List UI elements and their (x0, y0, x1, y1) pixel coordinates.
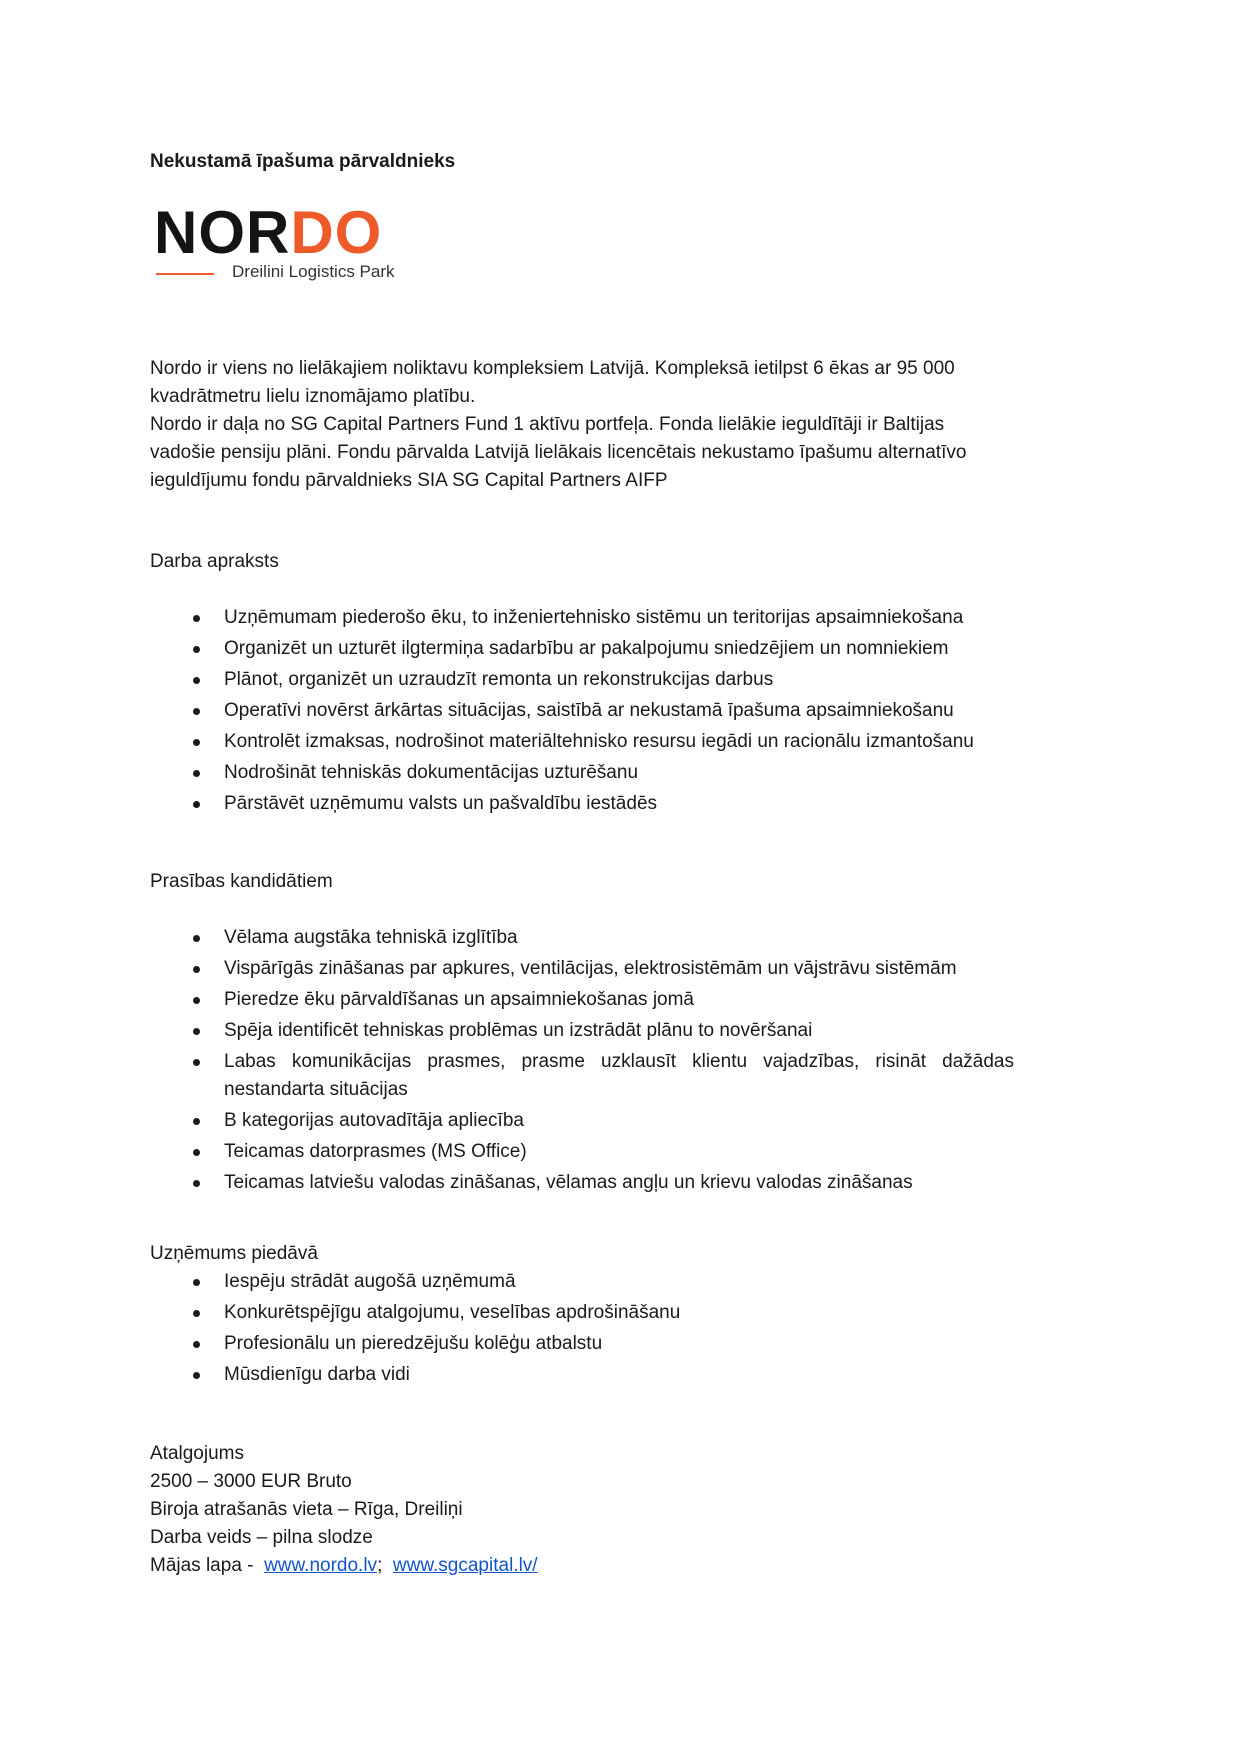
nordo-website-link[interactable]: www.nordo.lv (264, 1555, 378, 1576)
logo-wordmark (154, 200, 382, 266)
list-item: Vēlama augstāka tehniskā izglītība (150, 924, 1014, 952)
list-item: B kategorijas autovadītāja apliecība (150, 1107, 1014, 1135)
list-item: Operatīvi novērst ārkārtas situācijas, saistībā ar nekustamā īpašuma apsaimniekošanu (150, 697, 974, 725)
nordo-logo (154, 200, 416, 290)
intro-paragraph (150, 355, 966, 495)
list-item: Pārstāvēt uzņēmumu valsts un pašvaldību iestādēs (150, 790, 974, 818)
logo-accent-line (156, 273, 214, 275)
list-item: Iespēju strādāt augošā uzņēmumā (150, 1268, 680, 1296)
requirements-heading: Prasības kandidātiem (150, 871, 333, 892)
office-location: Biroja atrašanās vieta – Rīga, Dreiliņi (150, 1499, 463, 1520)
intro-line: Nordo ir daļa no SG Capital Partners Fund 1 aktīvu portfeļa. Fonda lielākie ieguldītāji ir Baltijas (150, 414, 945, 435)
list-item: Labas komunikācijas prasmes, prasme uzklausīt klientu vajadzības, risināt dažādas nestandarta situācijas (150, 1048, 1014, 1104)
list-item: Kontrolēt izmaksas, nodrošinot materiāltehnisko resursu iegādi un racionālu izmantošanu (150, 728, 974, 756)
salary-label: Atalgojums (150, 1443, 244, 1464)
list-item: Plānot, organizēt un uzraudzīt remonta un rekonstrukcijas darbus (150, 666, 974, 694)
page-title: Nekustamā īpašuma pārvaldnieks (150, 151, 456, 172)
intro-line: Nordo ir viens no lielākajiem noliktavu kompleksiem Latvijā. Kompleksā ietilpst 6 ēkas ar 95 000 (150, 358, 955, 379)
work-type: Darba veids – pilna slodze (150, 1527, 373, 1548)
list-item: Vispārīgās zināšanas par apkures, ventilācijas, elektrosistēmām un vājstrāvu sistēmām (150, 955, 1014, 983)
website-line (150, 1552, 538, 1580)
requirements-list (150, 924, 1014, 1200)
logo-subtitle: Dreilini Logistics Park (232, 262, 395, 281)
sgcapital-website-link[interactable]: www.sgcapital.lv/ (392, 1555, 538, 1576)
intro-line: ieguldījumu fondu pārvaldnieks SIA SG Capital Partners AIFP (150, 470, 668, 491)
list-item: Nodrošināt tehniskās dokumentācijas uzturēšanu (150, 759, 974, 787)
list-item: Teicamas datorprasmes (MS Office) (150, 1138, 1014, 1166)
footer-details (150, 1440, 538, 1580)
salary-value: 2500 – 3000 EUR Bruto (150, 1471, 352, 1492)
list-item: Pieredze ēku pārvaldīšanas un apsaimniekošanas jomā (150, 986, 1014, 1014)
intro-line: vadošie pensiju plāni. Fondu pārvalda Latvijā lielākais licencētais nekustamo īpašumu alternatīvo (150, 442, 967, 463)
logo-word-orange: DO (290, 199, 383, 266)
list-item: Spēja identificēt tehniskas problēmas un izstrādāt plānu to novēršanai (150, 1017, 1014, 1045)
list-item: Mūsdienīgu darba vidi (150, 1361, 680, 1389)
list-item: Teicamas latviešu valodas zināšanas, vēlamas angļu un krievu valodas zināšanas (150, 1169, 1014, 1197)
list-item: Konkurētspējīgu atalgojumu, veselības apdrošināšanu (150, 1299, 680, 1327)
website-label: Mājas lapa - (150, 1555, 254, 1576)
list-item: Organizēt un uzturēt ilgtermiņa sadarbību ar pakalpojumu sniedzējiem un nomniekiem (150, 635, 974, 663)
job-description-heading: Darba apraksts (150, 551, 279, 572)
intro-line: kvadrātmetru lielu iznomājamo platību. (150, 386, 476, 407)
list-item: Profesionālu un pieredzējušu kolēģu atbalstu (150, 1330, 680, 1358)
offer-list (150, 1268, 680, 1392)
list-item: Uzņēmumam piederošo ēku, to inženiertehnisko sistēmu un teritorijas apsaimniekošana (150, 604, 974, 632)
logo-word-dark: NOR (154, 199, 291, 266)
link-separator: ; (377, 1555, 383, 1576)
job-description-list (150, 604, 974, 821)
offer-heading: Uzņēmums piedāvā (150, 1243, 318, 1264)
